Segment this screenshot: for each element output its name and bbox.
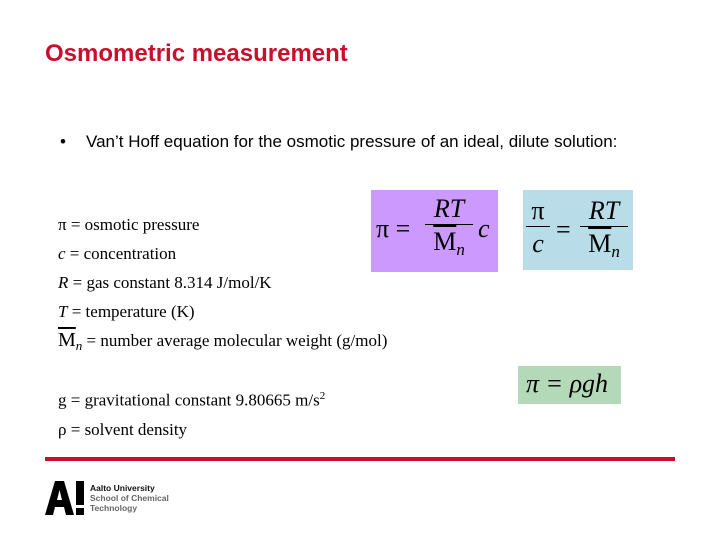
logo-line-3: Technology <box>90 503 138 513</box>
definitions-list-2 <box>58 382 325 444</box>
definition-pi <box>58 210 387 239</box>
slide-title: Osmometric measurement <box>45 40 348 67</box>
definition-text: = concentration <box>65 244 177 263</box>
equation-denominator: $\overline{M}n$ <box>433 227 465 259</box>
equation-numerator: RT <box>580 196 628 227</box>
equation-denominator: c <box>532 229 544 258</box>
definition-mn <box>58 326 387 360</box>
definition-symbol: π <box>58 215 67 234</box>
definition-symbol: c <box>58 244 66 263</box>
definition-text: = osmotic pressure <box>66 215 200 234</box>
bullet-text: Van’t Hoff equation for the osmotic pressure of an ideal, dilute solution: <box>86 132 618 151</box>
definition-symbol: R <box>58 273 69 292</box>
definition-text: = number average molecular weight (g/mol) <box>86 331 388 350</box>
definition-c <box>58 239 387 268</box>
equation-text: π = ρgh <box>526 369 609 398</box>
definition-symbol: T <box>58 302 68 321</box>
equation-equals: = <box>556 215 571 244</box>
logo-line-2: School of Chemical <box>90 493 169 503</box>
definition-text: = gas constant 8.314 J/mol/K <box>68 273 272 292</box>
definition-superscript: 2 <box>319 390 326 402</box>
definition-r <box>58 268 387 297</box>
definitions-list <box>58 210 387 360</box>
equation-numerator: π <box>526 196 550 227</box>
equation-fraction-right <box>580 196 628 269</box>
equation-denominator: $\overline{M}n$ <box>588 229 620 261</box>
equation-rhs: c <box>478 214 490 243</box>
equation-fraction-left <box>526 196 550 261</box>
vant-hoff-equation-box <box>371 190 498 272</box>
bullet-dot: • <box>60 132 66 151</box>
definition-text: ρ = solvent density <box>58 419 188 439</box>
equation-numerator: RT <box>425 194 473 225</box>
definition-g <box>58 382 325 415</box>
mn-symbol: $\overline{M}$ <box>58 329 76 351</box>
hydrostatic-equation-box <box>518 366 621 404</box>
equation-fraction <box>425 194 473 267</box>
definition-text: g = gravitational constant 9.80665 m/s <box>58 390 320 410</box>
logo-line-1: Aalto University <box>90 483 155 493</box>
footer-divider <box>45 457 675 461</box>
reduced-osmotic-equation-box <box>523 190 633 270</box>
definition-t <box>58 297 387 326</box>
equation-lhs: π = <box>376 214 411 243</box>
aalto-logo-icon <box>45 481 85 515</box>
definition-text: = temperature (K) <box>67 302 195 321</box>
definition-rho <box>58 415 325 444</box>
mn-subscript: n <box>75 338 83 353</box>
university-logo-text <box>90 483 169 513</box>
